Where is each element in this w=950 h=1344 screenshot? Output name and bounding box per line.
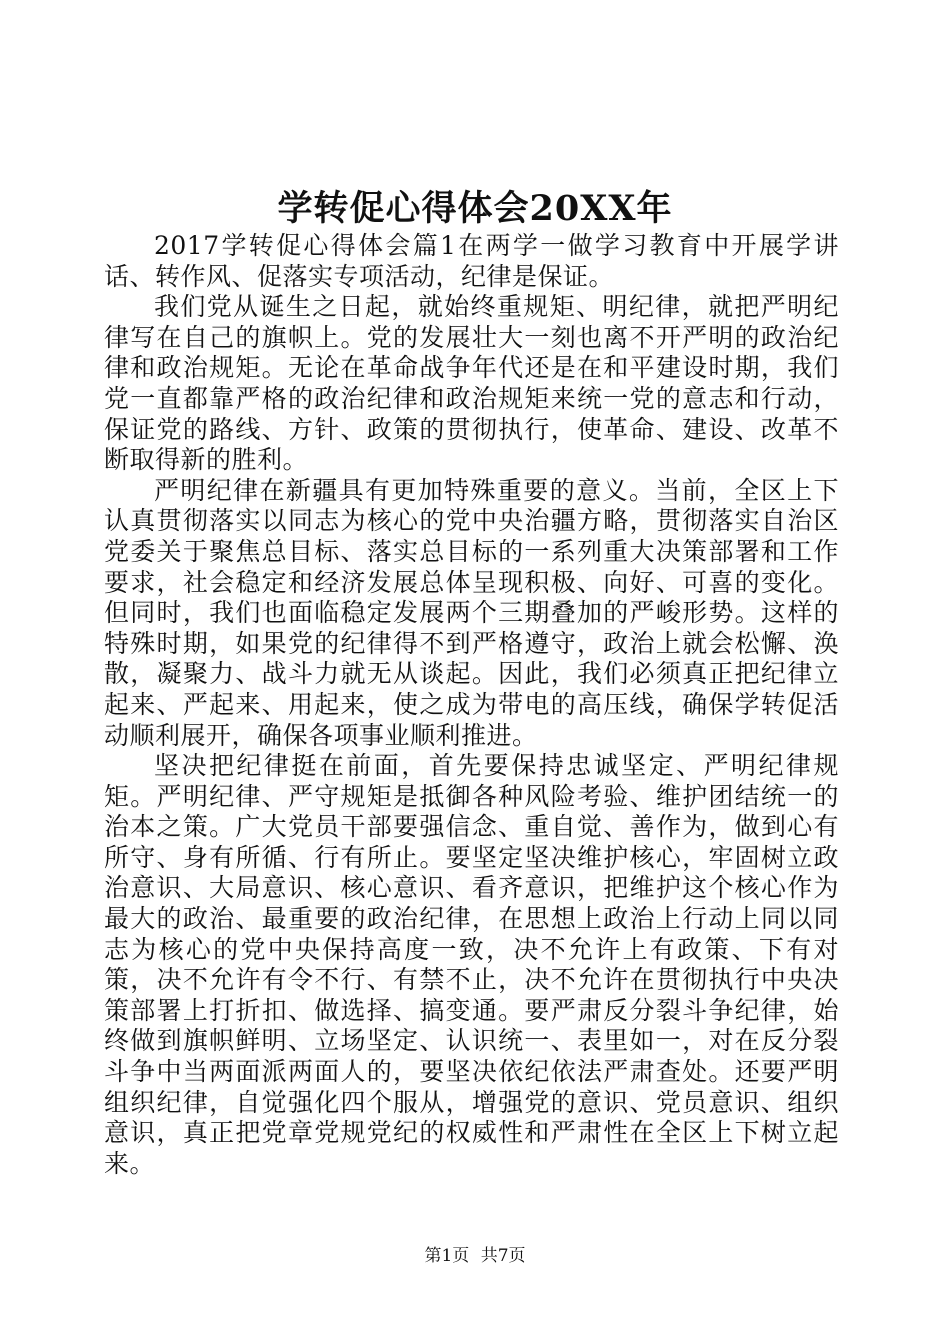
paragraph-4: 坚决把纪律挺在前面，首先要保持忠诚坚定、严明纪律规矩。严明纪律、严守规矩是抵御各种风险考验、维护团结统一的治本之策。广大党员干部要强信念、重自觉、善作为，做到心有所守、身有所循、行有所止。要坚定坚决维护核心，牢固树立政治意识、大局意识、核心意识、看齐意识，把维护这个核心作为最大的政治、最重要的政治纪律，在思想上政治上行动上同以同志为核心的党中央保持高度一致，决不允许上有政策、下有对策，决不允许有令不行、有禁不止，决不允许在贯彻执行中央决策部署上打折扣、做选择、搞变通。要严肃反分裂斗争纪律，始终做到旗帜鲜明、立场坚定、认识统一、表里如一，对在反分裂斗争中当两面派两面人的，要坚决依纪依法严肃查处。还要严明组织纪律，自觉强化四个服从，增强党的意识、党员意识、组织意识，真正把党章党规党纪的权威性和严肃性在全区上下树立起来。 bbox=[104, 751, 839, 1178]
document-title: 学转促心得体会20XX年 bbox=[277, 188, 673, 229]
document-body bbox=[104, 231, 839, 1179]
page-footer bbox=[0, 1245, 950, 1267]
paragraph-3: 严明纪律在新疆具有更加特殊重要的意义。当前，全区上下认真贯彻落实以同志为核心的党中央治疆方略，贯彻落实自治区党委关于聚焦总目标、落实总目标的一系列重大决策部署和工作要求，社会稳定和经济发展总体呈现积极、向好、可喜的变化。但同时，我们也面临稳定发展两个三期叠加的严峻形势。这样的特殊时期，如果党的纪律得不到严格遵守，政治上就会松懈、涣散，凝聚力、战斗力就无从谈起。因此，我们必须真正把纪律立起来、严起来、用起来，使之成为带电的高压线，确保学转促活动顺利展开，确保各项事业顺利推进。 bbox=[104, 475, 839, 750]
page-total: 共7页 bbox=[480, 1246, 526, 1266]
paragraph-2: 我们党从诞生之日起，就始终重规矩、明纪律，就把严明纪律写在自己的旗帜上。党的发展壮大一刻也离不开严明的政治纪律和政治规矩。无论在革命战争年代还是在和平建设时期，我们党一直都靠严格的政治纪律和政治规矩来统一党的意志和行动，保证党的路线、方针、政策的贯彻执行，使革命、建设、改革不断取得新的胜利。 bbox=[104, 292, 839, 475]
page-number: 第1页 bbox=[424, 1246, 470, 1266]
paragraph-1: 2017学转促心得体会篇1在两学一做学习教育中开展学讲话、转作风、促落实专项活动，纪律是保证。 bbox=[104, 231, 839, 291]
